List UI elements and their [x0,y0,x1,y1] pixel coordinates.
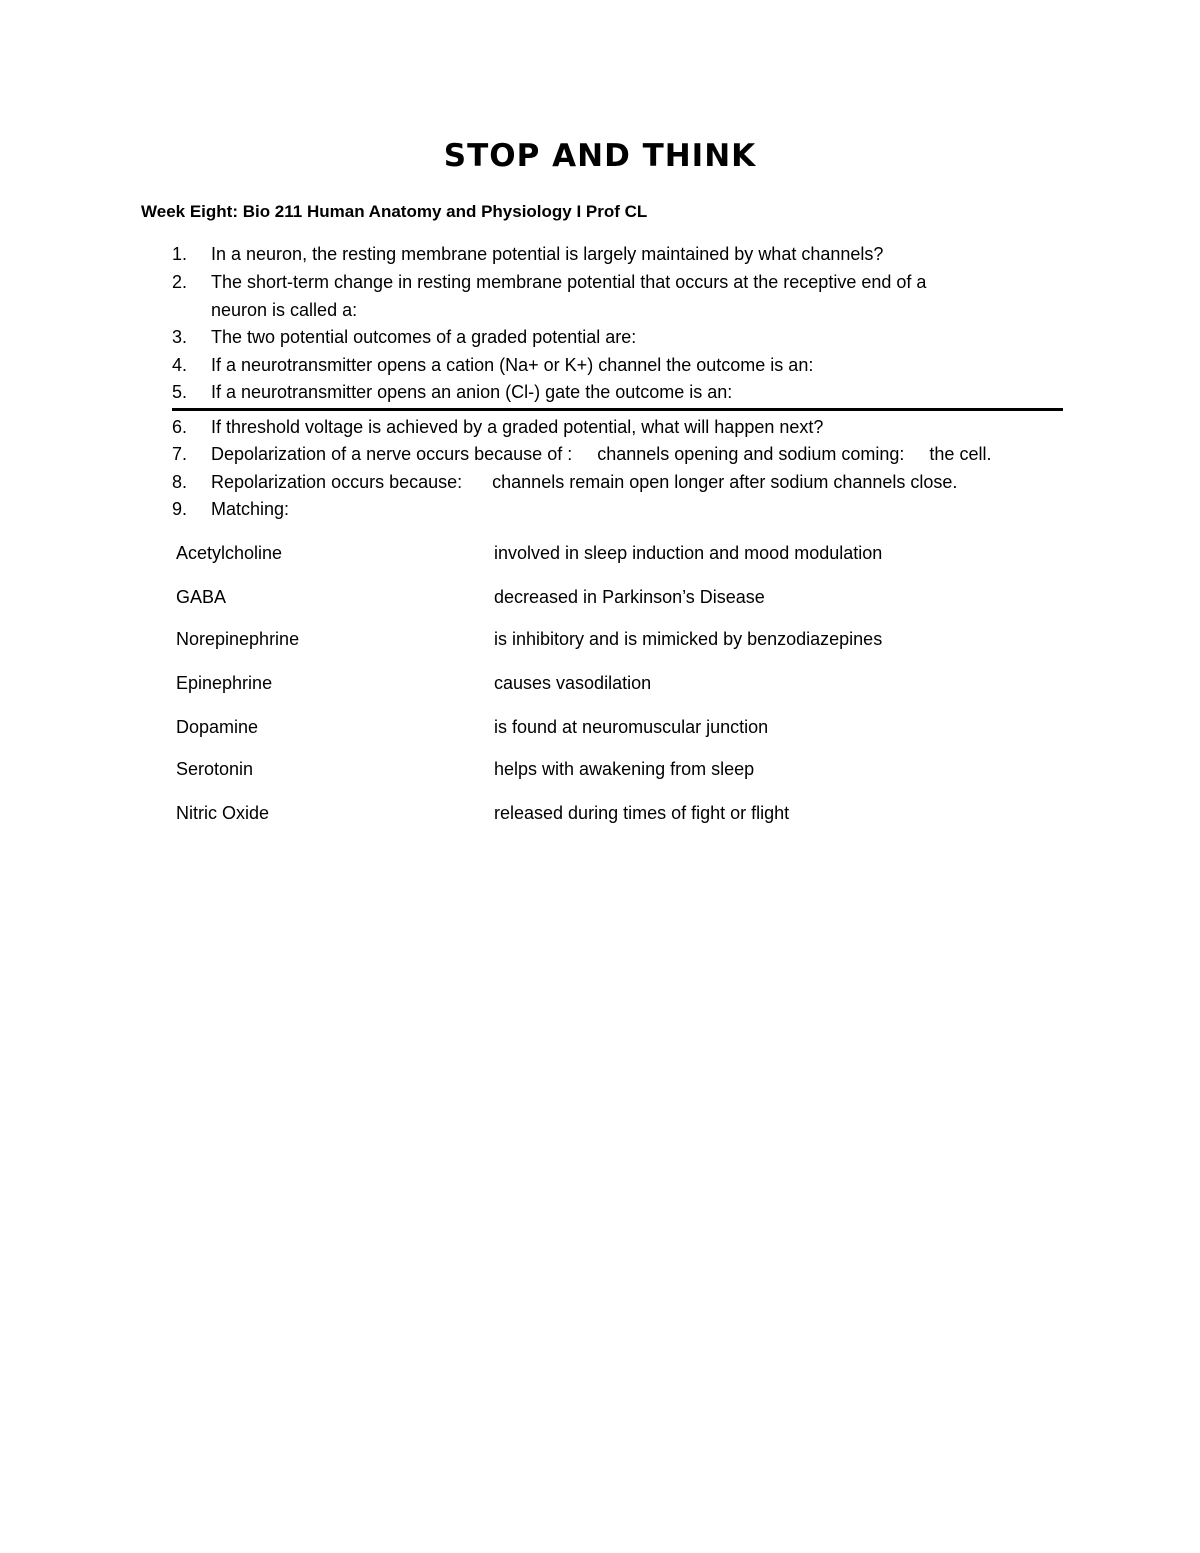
question-1 [172,240,883,268]
question-number: 8. [172,472,188,492]
question-9 [172,495,289,523]
matching-description: causes vasodilation [494,673,652,693]
question-4 [172,351,813,379]
matching-description: is found at neuromuscular junction [494,717,769,737]
question-text-continued: neuron is called a: [211,300,358,320]
question-text: If threshold voltage is achieved by a graded potential, what will happen next? [211,417,824,437]
matching-term: GABA [176,587,227,607]
question-text: If a neurotransmitter opens a cation (Na+ or K+) channel the outcome is an: [211,355,814,375]
matching-term: Acetylcholine [176,543,283,563]
question-number: 9. [172,499,188,519]
course-subtitle: Week Eight: Bio 211 Human Anatomy and Physiology I Prof CL [141,202,648,221]
matching-description: released during times of fight or flight [494,803,790,823]
question-8 [172,468,957,496]
matching-description: helps with awakening from sleep [494,759,755,779]
question-number: 6. [172,417,188,437]
matching-description: involved in sleep induction and mood modulation [494,543,883,563]
question-number: 1. [172,244,188,264]
question-text: The short-term change in resting membrane potential that occurs at the receptive end of a [211,272,927,292]
section-divider [172,408,1063,411]
question-text: Matching: [211,499,290,519]
question-text: The two potential outcomes of a graded potential are: [211,327,637,347]
question-3 [172,323,636,351]
question-text: Repolarization occurs because: channels remain open longer after sodium channels close. [211,472,958,492]
question-number: 7. [172,444,188,464]
question-text: Depolarization of a nerve occurs because of : channels opening and sodium coming: the cell. [211,444,992,464]
question-6 [172,413,823,441]
question-7 [172,440,991,468]
question-text: If a neurotransmitter opens an anion (Cl-) gate the outcome is an: [211,382,733,402]
question-text: In a neuron, the resting membrane potential is largely maintained by what channels? [211,244,884,264]
question-number: 5. [172,382,188,402]
question-number: 3. [172,327,188,347]
matching-term: Serotonin [176,759,254,779]
question-number: 2. [172,272,188,292]
matching-term: Nitric Oxide [176,803,270,823]
page-title: STOP AND THINK [443,138,757,174]
question-number: 4. [172,355,188,375]
matching-term: Norepinephrine [176,629,300,649]
question-5 [172,378,732,406]
matching-term: Dopamine [176,717,259,737]
matching-description: decreased in Parkinson’s Disease [494,587,765,607]
question-2 [172,268,926,324]
matching-description: is inhibitory and is mimicked by benzodiazepines [494,629,883,649]
matching-term: Epinephrine [176,673,273,693]
